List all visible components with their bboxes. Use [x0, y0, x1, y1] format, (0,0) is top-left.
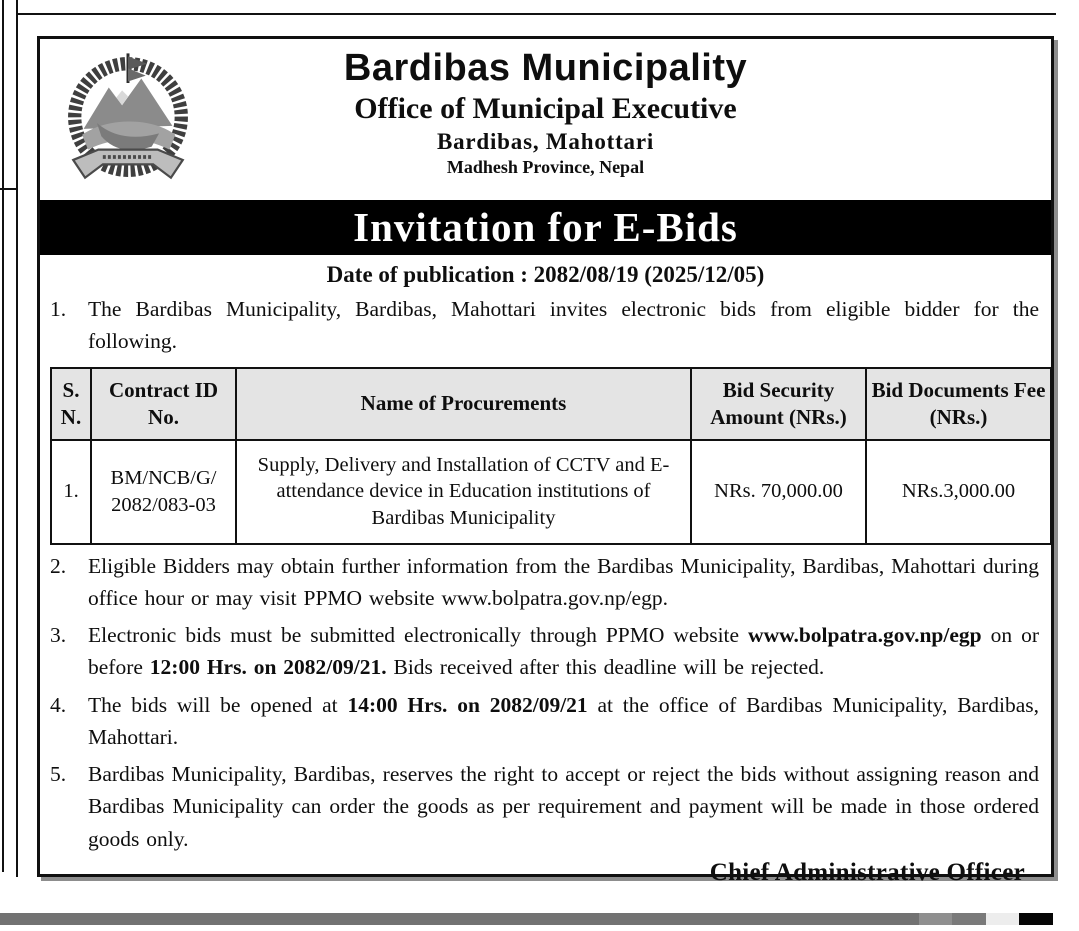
item-text: Eligible Bidders may obtain further information from the Bardibas Municipality, Bardibas, Mahottari during office hour or may visit PPMO website www.bolpatra.gov.np/egp. — [88, 553, 1039, 610]
header-bid-security: Bid Security Amount (NRs.) — [691, 368, 866, 440]
notice-header — [40, 39, 1051, 200]
list-item-1 — [48, 293, 1039, 358]
item-text: Electronic bids must be submitted electronically through PPMO website — [88, 623, 749, 647]
cell-contract-id: BM/NCB/G/ 2082/083-03 — [91, 440, 236, 544]
bid-opening-time: 14:00 Hrs. on 2082/09/21 — [347, 692, 588, 717]
publication-date: Date of publication : 2082/08/19 (2025/12/05) — [326, 262, 765, 287]
header-procurement-name: Name of Procurements — [236, 368, 691, 440]
item-number: 1. — [50, 297, 67, 321]
notice-title-banner: Invitation for E-Bids — [40, 200, 1051, 255]
cell-procurement-name: Supply, Delivery and Installation of CCTV and E-attendance device in Education institutions of Bardibas Municipality — [236, 440, 691, 544]
item-text: The bids will be opened at — [88, 692, 348, 717]
nepal-coat-of-arms-icon — [54, 45, 202, 195]
item-text: Bardibas Municipality, Bardibas, reserves the right to accept or reject the bids without assigning reason and Bardibas Municipality can order the goods as per requirement and payment will be made in those ordered goods only. — [88, 762, 1039, 851]
item-number: 2. — [50, 553, 67, 578]
signatory-title: Chief Administrative Officer — [709, 858, 1025, 886]
item-number: 3. — [50, 623, 67, 647]
bid-deadline: 12:00 Hrs. on 2082/09/21. — [149, 655, 387, 680]
bottom-bar-segment-2 — [919, 913, 952, 925]
list-item-3 — [48, 619, 1039, 684]
item-number: 4. — [50, 692, 67, 717]
bottom-bar-segment-4 — [986, 913, 1019, 925]
top-frame-rule — [18, 13, 1056, 15]
column-rule-far-left-upper — [2, 0, 4, 190]
header-contract-id: Contract ID No. — [91, 368, 236, 440]
ppmo-website-url: www.bolpatra.gov.np/egp — [748, 623, 982, 647]
notice-box — [37, 36, 1054, 886]
office-name: Office of Municipal Executive — [354, 91, 737, 125]
table-row — [51, 440, 1051, 544]
item-text: on or before — [88, 623, 1039, 680]
bottom-bar-segment-5 — [1019, 913, 1053, 925]
cell-sn: 1. — [51, 440, 91, 544]
bottom-bar-main — [0, 913, 919, 925]
item-text: Bids received after this deadline will be rejected. — [386, 655, 825, 680]
column-rule-far-left-lower — [2, 190, 4, 872]
procurement-table — [50, 367, 1052, 545]
item-text: at the office of Bardibas Municipality, Bardibas, Mahottari. — [88, 692, 1039, 749]
item-text: The Bardibas Municipality, Bardibas, Mahottari invites electronic bids from eligible bidder for the following. — [88, 297, 1039, 354]
cell-bid-doc-fee: NRs.3,000.00 — [866, 440, 1051, 544]
header-sn: S. N. — [51, 368, 91, 440]
organization-name: Bardibas Municipality — [343, 47, 748, 89]
office-address: Bardibas, Mahottari — [436, 129, 655, 155]
bottom-bar-segment-3 — [952, 913, 986, 925]
list-item-5 — [48, 758, 1039, 855]
column-rule-left — [16, 0, 18, 877]
header-bid-doc-fee: Bid Documents Fee (NRs.) — [866, 368, 1051, 440]
cell-bid-security: NRs. 70,000.00 — [691, 440, 866, 544]
list-item-2 — [48, 550, 1039, 615]
item-number: 5. — [50, 762, 67, 786]
table-header-row — [51, 368, 1051, 440]
notice-body — [40, 293, 1051, 887]
province-line: Madhesh Province, Nepal — [446, 157, 645, 178]
list-item-4 — [48, 689, 1039, 754]
